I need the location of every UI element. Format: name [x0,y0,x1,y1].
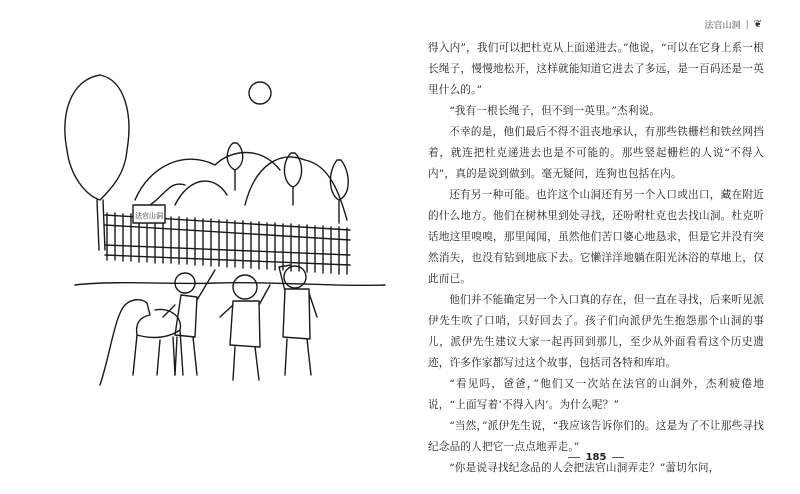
sun-shape [249,82,271,104]
folio-dash-left [568,457,580,458]
paragraph: “你是说寻找纪念品的人会把法官山洞弄走？”蕾切尔问， [449,462,720,474]
paragraph: “我有一根长绳子，但不到一英里。”杰利说。 [449,105,661,117]
small-tree-1 [227,143,243,190]
boy-1-body [163,270,215,375]
boy-3-head [284,266,306,288]
paragraph: 他们并不能确定另一个入口真的存在，但一直在寻找，后来听见派伊先生吹了口哨，只好回去了。孩子们向派伊先生抱怨那个山洞的事儿，派伊先生建议大家一起再回到那儿，至少从外面看看这个历史遗迹，许多作家都写过这个故事，包括司各特和库珀。 [428,294,764,369]
paragraph: “当然，”派伊先生说，“我应该告诉你们的。这是为了不让那些寻找纪念品的人把它一点点地弄走。” [428,420,764,453]
paragraph: 得入内”，我们可以把杜克从上面递进去。”他说，“可以在它身上系一根长绳子，慢慢地松开，这样就能知道它进去了多远，是一百码还是一英里什么的。” [428,42,764,96]
body-text [428,38,764,479]
hill-left [135,153,280,201]
cave-sign-text: 法官山洞 [135,212,163,220]
page-number [428,452,764,463]
ornament-icon: ❦ [753,19,762,30]
paragraph: 不幸的是，他们最后不得不沮丧地承认，有那些铁栅栏和铁丝网挡着，就连把杜克递进去也是不可能的。那些竖起栅栏的人说“不得入内”，真的是说到做到。毫无疑问，连狗也包括在内。 [428,126,764,180]
dog-body [125,300,183,375]
paragraph: “看见吗，爸爸，”他们又一次站在法官的山洞外，杰利疲倦地说，“上面写着‘不得入内’。为什么呢？” [428,378,764,411]
running-head-separator: | [745,19,749,30]
illustration [55,55,395,440]
paragraph: 还有另一种可能。也许这个山洞还有另一个入口或出口，藏在附近的什么地方。他们在树林里到处寻找，还吩咐杜克也去找山洞。杜克听话地这里嗅嗅，那里闻闻，虽然他们苦口婆心地恳求，但是它并没有突然消失，也没有钻到地底下去。它懒洋洋地躺在阳光沐浴的草地上，仅此而已。 [428,189,764,285]
folio-dash-right [612,457,624,458]
tall-tree-crown [65,75,129,200]
page-number-text: 185 [585,452,607,463]
tall-tree-trunk [97,200,105,250]
illustration-drawing [55,55,395,440]
small-tree-2 [284,153,301,205]
boy-2-head [233,275,257,299]
running-head-title: 法官山洞 [704,21,741,31]
running-head [705,18,762,31]
dog-tail [100,305,125,385]
ground-line [75,283,385,286]
